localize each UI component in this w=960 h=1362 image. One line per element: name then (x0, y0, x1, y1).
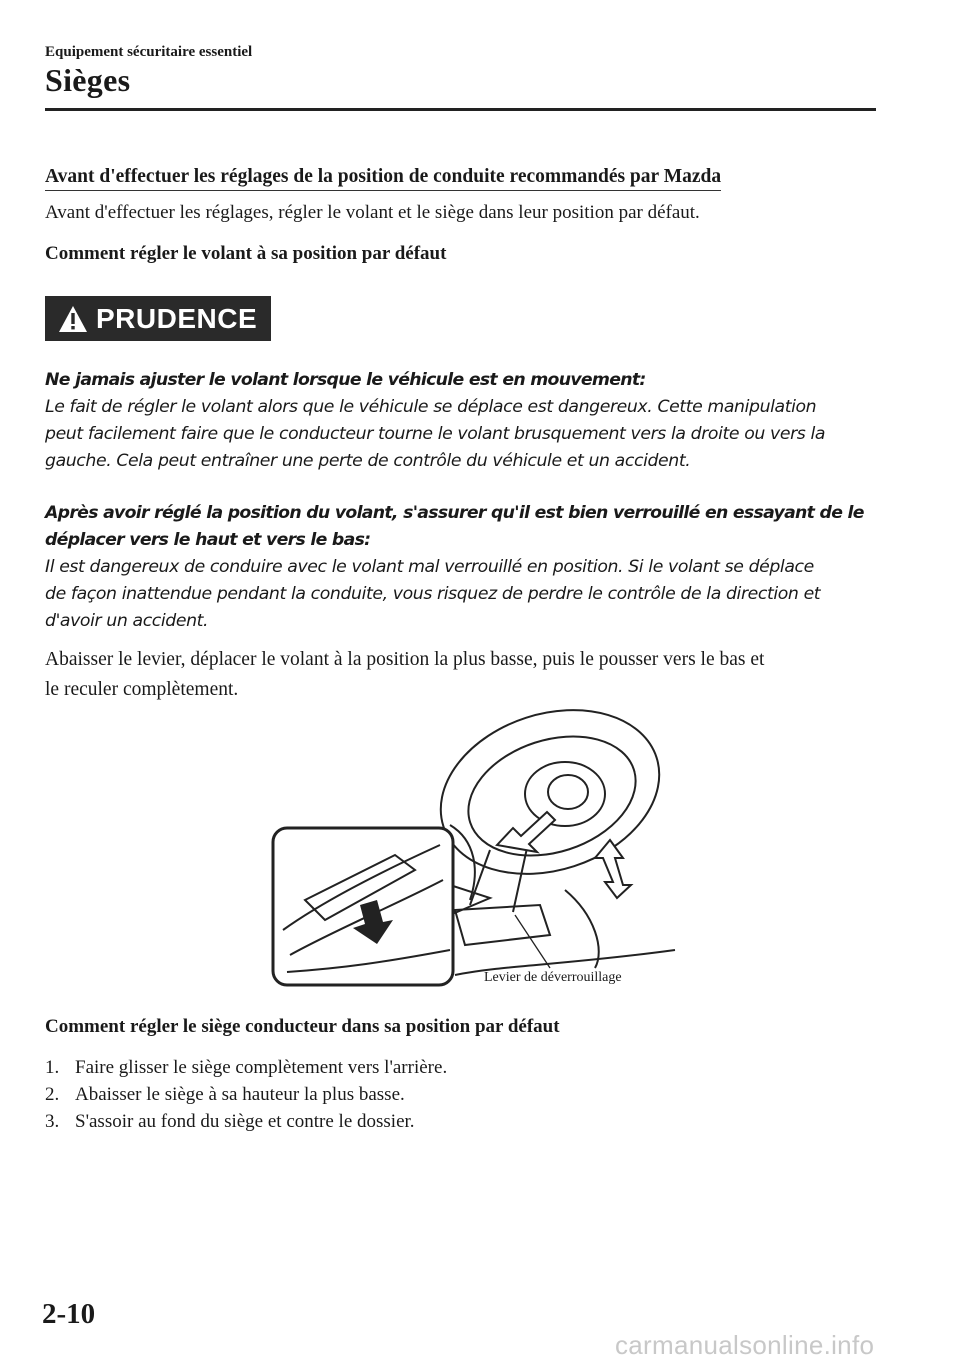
seat-steps-list (45, 1054, 447, 1135)
subheading: Avant d'effectuer les réglages de la position de conduite recommandés par Mazda (45, 165, 721, 191)
caution-lead: déplacer vers le haut et vers le bas: (45, 530, 371, 550)
warning-triangle-icon (58, 305, 88, 333)
caution-text-line: Le fait de régler le volant alors que le véhicule se déplace est dangereux. Cette manipulation (45, 397, 817, 417)
caution-badge (45, 296, 271, 341)
steering-lever-illustration (265, 700, 685, 995)
list-item: 1. Faire glisser le siège complètement vers l'arrière. (45, 1057, 448, 1078)
intro-text: Avant d'effectuer les réglages, régler le volant et le siège dans leur position par défaut. (45, 202, 700, 223)
page-number: 2-10 (42, 1298, 96, 1330)
instruction-line: le reculer complètement. (45, 679, 239, 700)
caution-lead: Après avoir réglé la position du volant, s'assurer qu'il est bien verrouillé en essayant de le (45, 503, 864, 523)
caution-text-line: peut facilement faire que le conducteur tourne le volant brusquement vers la droite ou vers la (45, 424, 826, 444)
title-divider (45, 108, 876, 111)
figure-caption: Levier de déverrouillage (484, 970, 622, 985)
list-item: 2. Abaisser le siège à sa hauteur la plus basse. (45, 1084, 405, 1105)
instruction-line: Abaisser le levier, déplacer le volant à la position la plus basse, puis le pousser vers le bas et (45, 649, 765, 670)
seat-heading: Comment régler le siège conducteur dans sa position par défaut (45, 1016, 560, 1037)
caution-text-line: Il est dangereux de conduire avec le volant mal verrouillé en position. Si le volant se déplace (45, 557, 814, 577)
caution-item-2 (45, 500, 875, 635)
watermark: carmanualsonline.info (615, 1330, 875, 1360)
steering-heading: Comment régler le volant à sa position par défaut (45, 243, 447, 264)
caution-text-line: de façon inattendue pendant la conduite, vous risquez de perdre le contrôle de la direction et (45, 584, 821, 604)
caution-item-1 (45, 367, 875, 475)
list-item: 3. S'assoir au fond du siège et contre le dossier. (45, 1111, 415, 1132)
caution-text-line: d'avoir un accident. (45, 611, 209, 631)
caution-lead: Ne jamais ajuster le volant lorsque le véhicule est en mouvement: (45, 370, 646, 390)
caution-label: PRUDENCE (96, 302, 258, 334)
caution-text-line: gauche. Cela peut entraîner une perte de contrôle du véhicule et un accident. (45, 451, 691, 471)
page-title: Sièges (45, 62, 131, 98)
section-label: Equipement sécuritaire essentiel (45, 44, 253, 60)
instruction-text (45, 645, 764, 705)
